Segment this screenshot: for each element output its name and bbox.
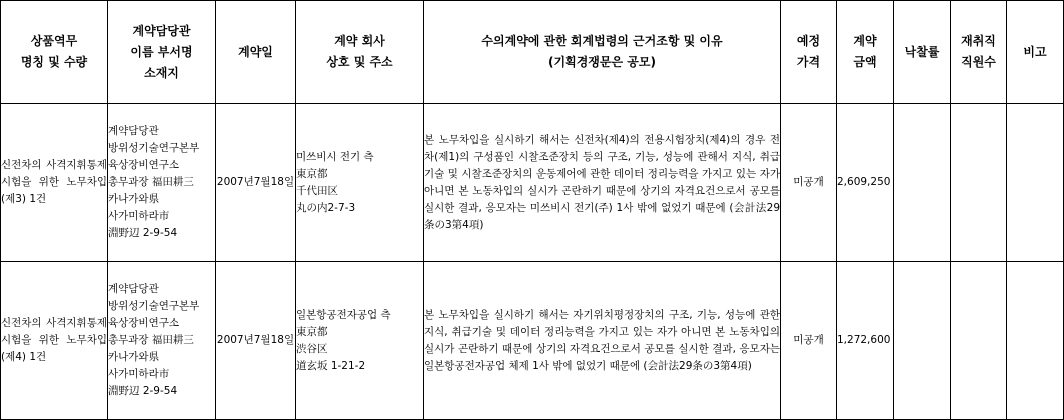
header-amount-line: 금액	[853, 55, 877, 69]
cell-contract-amount: 1,272,600	[837, 262, 894, 420]
cell-reason: 본 노무차입을 실시하기 해서는 신전차(제4)의 전용시험장치(제4)의 경우 전차(제1)의 구성품인 시찰조준장치 등의 구조, 기능, 성능에 관해서 지식, 취급기술 및 시찰조준장치의 운동제어에 관한 데이터 정리능력을 가지고 있는 자가 아니면 본 노동차입의 실시가 곤란하기 때문에 상기의 자격요건으로서 공모를 실시한 결과, 응모자는 미쓰비시 전기(주) 1사 밖에 없었기 때문에 (会計法29条の3第4項)	[424, 104, 781, 262]
table-row	[1, 104, 1064, 262]
header-item	[1, 1, 108, 104]
header-official	[108, 1, 216, 104]
cell-contract-date: 2007년7월18일	[216, 104, 296, 262]
cell-reemployed-count	[951, 104, 1007, 262]
header-date	[216, 1, 296, 104]
header-estimated-line: 예정	[796, 34, 821, 48]
cell-remarks	[1007, 104, 1064, 262]
cell-bid-rate	[894, 104, 951, 262]
header-reemployed-line: 재취직	[961, 34, 996, 48]
header-reason-line: 수의계약에 관한 회계법령의 근거조항 및 이유	[481, 34, 723, 48]
header-item-line: 명칭 및 수량	[20, 55, 88, 69]
cell-bid-rate	[894, 262, 951, 420]
header-company-line: 상호 및 주소	[326, 55, 393, 69]
header-row	[1, 1, 1064, 104]
header-reemployed-count	[951, 1, 1007, 104]
official-text: 계약담당관 방위성기술연구본부 육상장비연구소 총무과장 福田耕三 카나가와県 사가미하라市 淵野辺 2-9-54	[108, 283, 200, 397]
company-text: 미쓰비시 전기 측 東京都 千代田区 丸の内2-7-3	[296, 150, 374, 214]
cell-contract-date: 2007년7월18일	[216, 262, 296, 420]
cell-estimated-price: 미공개	[781, 104, 837, 262]
table-row	[1, 262, 1064, 420]
header-company	[296, 1, 424, 104]
header-estimated-price	[781, 1, 837, 104]
cell-reason: 본 노무차입을 실시하기 해서는 자기위치평정장치의 구조, 기능, 성능에 관한 지식, 취급기술 및 데이터 정리능력을 가지고 있는 자가 아니면 본 노동차입의 실시가 곤란하기 때문에 상기의 자격요건으로서 공모를 실시한 결과, 응모자는 일본항공전자공업 체제 1사 밖에 없었기 때문에 (会計法29条の3第4項)	[424, 262, 781, 420]
cell-item-name: 신전차의 사격지휘통제시험을 위한 노무차입 (제3) 1건	[1, 104, 108, 262]
official-text: 계약담당관 방위성기술연구본부 육상장비연구소 총무과장 福田耕三 카나가와県 사가미하라市 淵野辺 2-9-54	[108, 125, 200, 239]
header-remarks-line: 비고	[1023, 44, 1047, 59]
header-official-line: 계약담당관	[132, 23, 191, 38]
company-text: 일본항공전자공업 측 東京都 渋谷区 道玄坂 1-21-2	[296, 308, 391, 372]
cell-company	[296, 262, 424, 420]
header-estimated-line: 가격	[796, 55, 821, 69]
header-amount-line: 계약	[853, 34, 877, 48]
header-item-line: 상품역무	[30, 34, 78, 48]
header-date-line: 계약일	[238, 44, 273, 59]
header-official-line: 소재지	[144, 65, 179, 80]
header-remarks	[1007, 1, 1064, 104]
header-contract-amount	[837, 1, 894, 104]
header-company-line: 계약 회사	[334, 34, 385, 48]
header-rate-line: 낙찰률	[904, 44, 940, 59]
cell-company	[296, 104, 424, 262]
cell-remarks	[1007, 262, 1064, 420]
header-official-line: 이름 부서명	[130, 44, 193, 59]
cell-official	[108, 104, 216, 262]
header-reason	[424, 1, 781, 104]
header-bid-rate	[894, 1, 951, 104]
cell-reemployed-count	[951, 262, 1007, 420]
cell-item-name: 신전차의 사격지휘통제시험을 위한 노무차입 (제4) 1건	[1, 262, 108, 420]
cell-contract-amount: 2,609,250	[837, 104, 894, 262]
cell-official	[108, 262, 216, 420]
cell-estimated-price: 미공개	[781, 262, 837, 420]
header-reason-line: (기획경쟁문은 공모)	[548, 55, 656, 69]
header-reemployed-line: 직원수	[961, 55, 996, 69]
